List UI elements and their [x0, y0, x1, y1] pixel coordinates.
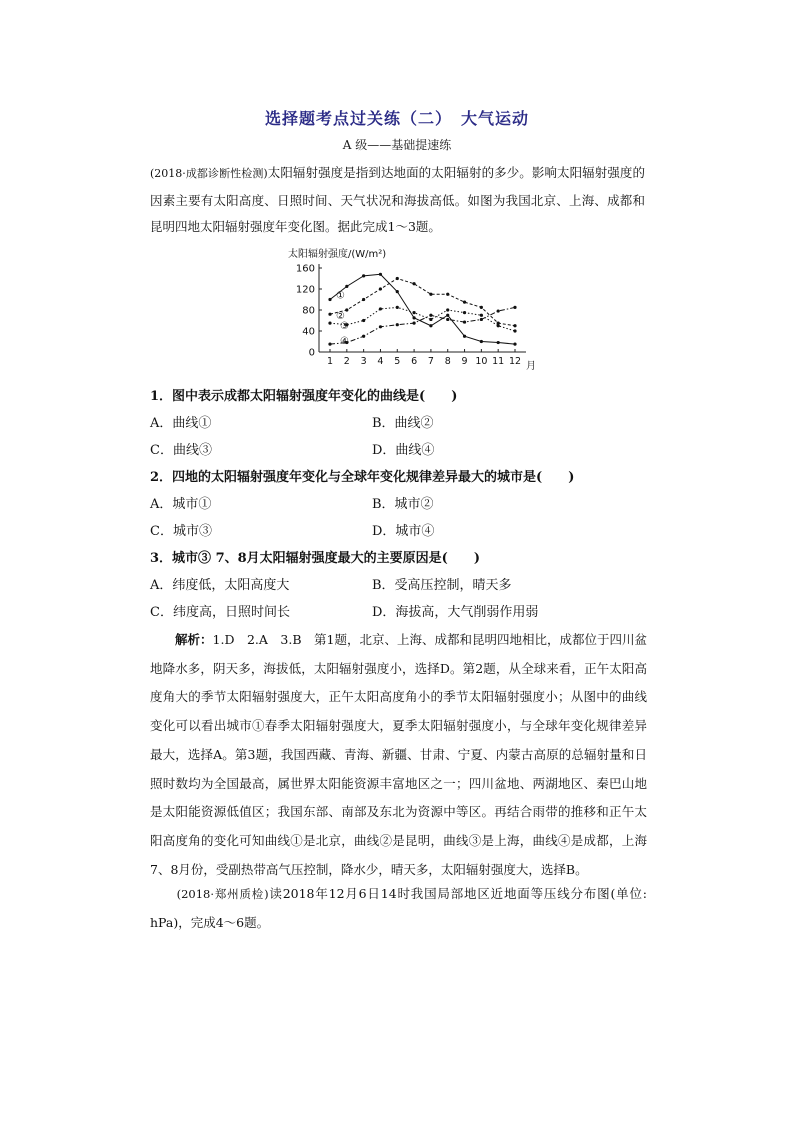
analysis-answers: 1.D 2.A 3.B	[212, 632, 315, 647]
x-tick-label: 6	[411, 356, 418, 367]
data-point	[345, 285, 348, 288]
data-point	[513, 324, 516, 327]
q1-option-b[interactable]: B．曲线②	[372, 416, 434, 431]
data-point	[396, 306, 399, 309]
q3-option-a[interactable]: A．纬度低，太阳高度大	[150, 578, 290, 593]
data-point	[497, 324, 500, 327]
analysis-label: 解析：	[175, 632, 213, 647]
data-point	[480, 340, 483, 343]
data-point	[429, 324, 432, 327]
data-point	[513, 343, 516, 346]
data-point	[379, 287, 382, 290]
solar-radiation-chart	[282, 242, 552, 374]
series-label: ②	[336, 311, 345, 323]
x-tick-label: 11	[492, 356, 505, 367]
x-tick-label: 4	[377, 356, 384, 367]
x-tick-label: 7	[427, 356, 434, 367]
q3-option-b[interactable]: B．受高压控制，晴天多	[372, 578, 512, 593]
question-2-stem: 2．四地的太阳辐射强度年变化与全球年变化规律差异最大的城市是( )	[150, 470, 575, 485]
intro-source: (2018·成都诊断性检测)	[150, 167, 268, 180]
chart-y-ticks	[296, 264, 322, 359]
data-point	[463, 301, 466, 304]
data-point	[362, 274, 365, 277]
question-3-stem: 3．城市③ 7、8月太阳辐射强度最大的主要原因是( )	[150, 551, 480, 566]
analysis-paragraph	[150, 626, 647, 884]
intro-paragraph	[150, 160, 645, 241]
data-point	[412, 311, 415, 314]
next-intro-paragraph	[150, 880, 647, 937]
data-point	[328, 298, 331, 301]
level-subtitle: A 级——基础提速练	[342, 138, 452, 152]
data-point	[379, 307, 382, 310]
x-tick-label: 9	[461, 356, 468, 367]
y-tick-label: 120	[295, 284, 315, 296]
data-point	[362, 335, 365, 338]
data-point	[328, 343, 331, 346]
q2-option-a[interactable]: A．城市①	[150, 497, 212, 512]
data-point	[429, 314, 432, 317]
series-label: ③	[340, 321, 349, 333]
data-point	[446, 318, 449, 321]
data-point	[328, 313, 331, 316]
series-line	[330, 274, 515, 344]
data-point	[345, 308, 348, 311]
next-intro-text: 读2018年12月6日14时我国局部地区近地面等压线分布图(单位: hPa)，完成4～6题。	[150, 886, 647, 930]
data-point	[480, 306, 483, 309]
series-4	[328, 306, 516, 347]
data-point	[379, 325, 382, 328]
chart-y-axis-label: 太阳辐射强度/(W/m²)	[288, 249, 387, 260]
data-point	[446, 308, 449, 311]
q2-option-d[interactable]: D．城市④	[372, 524, 435, 539]
data-point	[396, 323, 399, 326]
data-point	[379, 273, 382, 276]
intro-text: 太阳辐射强度是指到达地面的太阳辐射的多少。影响太阳辐射强度的因素主要有太阳高度、日照时间、天气状况和海拔高低。如图为我国北京、上海、成都和昆明四地太阳辐射强度年变化图。据此完成1～3题。	[150, 165, 645, 234]
y-tick-label: 160	[295, 263, 315, 275]
data-point	[513, 329, 516, 332]
y-tick-label: 40	[302, 326, 315, 338]
question-1-stem: 1．图中表示成都太阳辐射强度年变化的曲线是( )	[150, 389, 458, 404]
data-point	[513, 306, 516, 309]
series-label: ④	[340, 336, 349, 348]
data-point	[480, 314, 483, 317]
data-point	[396, 277, 399, 280]
data-point	[446, 293, 449, 296]
analysis-text: 第1题，北京、上海、成都和昆明四地相比，成都位于四川盆地降水多，阴天多，海拔低，太阳辐射强度小，选择D。第2题，从全球来看，正午太阳高度角大的季节太阳辐射强度大，正午太阳高度角小的季节太阳辐射强度小；从图中的曲线变化可以看出城市①春季太阳辐射强度大，夏季太阳辐射强度小，与全球年变化规律差异最大，选择A。第3题，我国西藏、青海、新疆、甘肃、宁夏、内蒙古高原的总辐射量和日照时数均为全国最高，属世界太阳能资源丰富地区之一；四川盆地、两湖地区、秦巴山地是太阳能资源低值区；我国东部、南部及东北为资源中等区。再结合雨带的推移和正午太阳高度角的变化可知曲线①是北京，曲线②是昆明，曲线③是上海，曲线④是成都，上海7、8月份，受副热带高气压控制，降水少，晴天多，太阳辐射强度大，选择B。	[150, 632, 648, 877]
data-point	[429, 293, 432, 296]
next-intro-source: (2018·郑州质检)	[176, 887, 269, 901]
data-point	[497, 309, 500, 312]
q1-option-c[interactable]: C．曲线③	[150, 443, 212, 458]
data-point	[412, 282, 415, 285]
data-point	[463, 335, 466, 338]
data-point	[362, 319, 365, 322]
chart-series	[328, 273, 516, 347]
x-tick-label: 5	[394, 356, 401, 367]
x-tick-label: 12	[508, 356, 522, 367]
q2-option-c[interactable]: C．城市③	[150, 524, 212, 539]
q1-option-a[interactable]: A．曲线①	[150, 416, 212, 431]
x-tick-label: 1	[326, 356, 334, 367]
x-tick-label: 8	[444, 356, 451, 367]
x-tick-label: 3	[360, 356, 367, 367]
q3-option-d[interactable]: D．海拔高，大气削弱作用弱	[372, 605, 539, 620]
x-tick-label: 2	[343, 356, 350, 367]
data-point	[396, 290, 399, 293]
q3-option-c[interactable]: C．纬度高，日照时间长	[150, 605, 290, 620]
series-1	[328, 273, 516, 346]
chart-x-axis-label: 月	[526, 361, 536, 372]
data-point	[480, 318, 483, 321]
data-point	[463, 311, 466, 314]
q1-option-d[interactable]: D．曲线④	[372, 443, 435, 458]
data-point	[412, 316, 415, 319]
page-title: 选择题考点过关练（二） 大气运动	[264, 109, 529, 128]
data-point	[497, 341, 500, 344]
series-label: ①	[336, 290, 345, 302]
y-tick-label: 80	[302, 305, 315, 317]
data-point	[362, 298, 365, 301]
data-point	[328, 322, 331, 325]
x-tick-label: 10	[475, 356, 488, 367]
y-tick-label: 0	[308, 347, 315, 359]
data-point	[463, 320, 466, 323]
data-point	[446, 314, 449, 317]
q2-option-b[interactable]: B．城市②	[372, 497, 434, 512]
data-point	[412, 322, 415, 325]
data-point	[429, 318, 432, 321]
